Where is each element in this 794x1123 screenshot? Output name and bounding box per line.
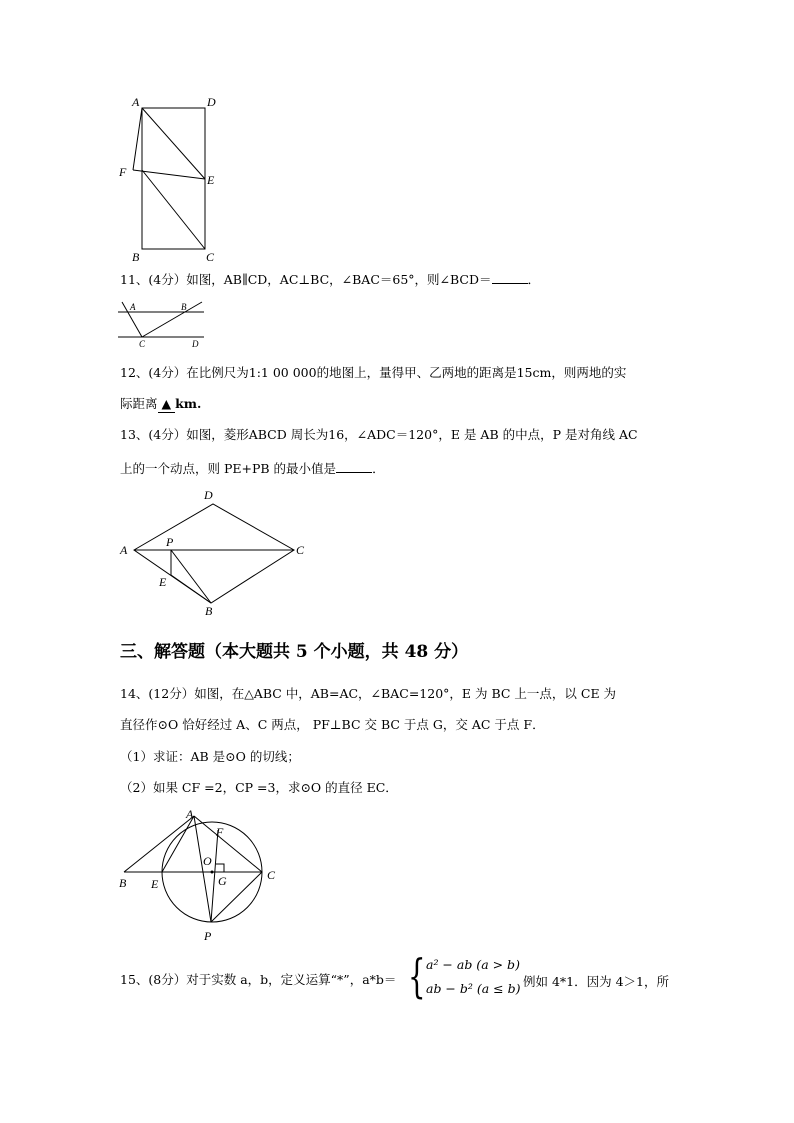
question-14-line-2: [120, 717, 545, 733]
question-14-part-1: [120, 749, 300, 765]
label-e: E: [159, 575, 167, 589]
segment-ba: [124, 816, 194, 872]
label-e: E: [151, 877, 159, 891]
q15-post-text: 例如 4*1．因为 4＞1，所: [523, 974, 670, 989]
answer-blank[interactable]: [158, 396, 176, 413]
segment-bc: [142, 302, 202, 337]
label-b: B: [181, 302, 187, 312]
question-11: [120, 271, 540, 288]
question-13-line-2: [120, 460, 385, 477]
segment-ap: [194, 816, 211, 922]
q12-post: km.: [175, 396, 202, 411]
label-a: A: [130, 302, 136, 312]
question-12-line-2: [120, 396, 201, 413]
label-c: C: [296, 543, 305, 557]
label-c: C: [206, 250, 215, 264]
center-o-dot: [211, 871, 214, 874]
q14-part-2-text: （2）如果 CF =2，CP =3，求⊙O 的直径 EC．: [120, 780, 398, 795]
q13-text-1: 13、(4分）如图，菱形ABCD 周长为16，∠ADC＝120°，E 是 AB 的中点，P 是对角线 AC: [120, 427, 638, 442]
q13-tail: ．: [372, 461, 385, 476]
label-d: D: [207, 95, 216, 109]
q15-pre-text: 15、(8分）对于实数 a，b，定义运算“*”，a*b＝: [120, 972, 397, 987]
figure-parallel-lines: [114, 298, 210, 350]
label-f: F: [216, 825, 224, 839]
segment-pb: [171, 550, 211, 603]
label-d: D: [204, 488, 213, 502]
question-13-line-1: [120, 427, 638, 443]
rhombus-abcd: [134, 504, 294, 603]
segment-pf: [211, 830, 218, 922]
figure-circle-o: [114, 806, 290, 946]
label-a: A: [186, 807, 194, 821]
label-b: B: [132, 250, 140, 264]
section-heading: 三、解答题（本大题共 5 个小题，共 48 分）: [120, 642, 469, 662]
question-14-part-2: [120, 780, 398, 796]
rect-abcd: [142, 108, 205, 249]
segment-eb: [171, 575, 211, 603]
q14-text-2: 直径作⊙O 恰好经过 A、C 两点， PF⊥BC 交 BC 于点 G，交 AC 于点 F．: [120, 717, 545, 732]
question-15-post: [523, 972, 669, 990]
answer-blank[interactable]: [492, 271, 528, 284]
label-b: B: [205, 604, 213, 618]
label-a: A: [120, 543, 128, 557]
segment-fe: [133, 170, 205, 179]
case-2: ab − b² (a ≤ b): [426, 981, 521, 996]
figure-rhombus-abcd: [116, 486, 316, 620]
label-c: C: [139, 339, 146, 349]
q11-text: 11、(4分）如图，AB∥CD，AC⊥BC，∠BAC＝65°，则∠BCD＝: [120, 272, 492, 287]
label-c: C: [267, 868, 276, 882]
segment-ae: [162, 816, 194, 872]
answer-blank[interactable]: [336, 460, 372, 473]
q11-tail: ．: [527, 272, 541, 287]
q13-text-2: 上的一个动点，则 PE+PB 的最小值是: [120, 461, 337, 476]
label-e: E: [207, 173, 215, 187]
right-angle-mark: [216, 864, 224, 872]
q12-pre: 际距离: [120, 396, 158, 411]
label-d: D: [192, 339, 199, 349]
question-15-pre: [120, 972, 396, 988]
label-f: F: [119, 165, 127, 179]
answer-marker-icon: ▲: [161, 396, 172, 411]
question-12-line-1: [120, 365, 626, 381]
brace-icon: {: [408, 949, 426, 1003]
segment-ae: [142, 108, 205, 179]
q14-text-1: 14、(12分）如图，在△ABC 中，AB=AC，∠BAC=120°，E 为 BC 上一点，以 CE 为: [120, 686, 617, 701]
segment-af: [133, 108, 142, 170]
q14-part-1-text: （1）求证：AB 是⊙O 的切线；: [120, 749, 300, 764]
q12-text: 12、(4分）在比例尺为1:1 00 000的地图上，量得甲、乙两地的距离是15cm，则两地的实: [120, 365, 627, 380]
label-o: O: [203, 854, 212, 868]
label-p: P: [166, 535, 174, 549]
segment-bc-diag: [142, 170, 205, 249]
label-p: P: [204, 929, 212, 943]
case-1: a² − ab (a > b): [426, 957, 520, 972]
question-14-line-1: [120, 686, 616, 702]
figure-rectangle-abcd: [112, 92, 222, 264]
label-g: G: [218, 874, 227, 888]
label-a: A: [132, 95, 140, 109]
piecewise-definition: [408, 949, 528, 1003]
label-b: B: [119, 876, 127, 890]
